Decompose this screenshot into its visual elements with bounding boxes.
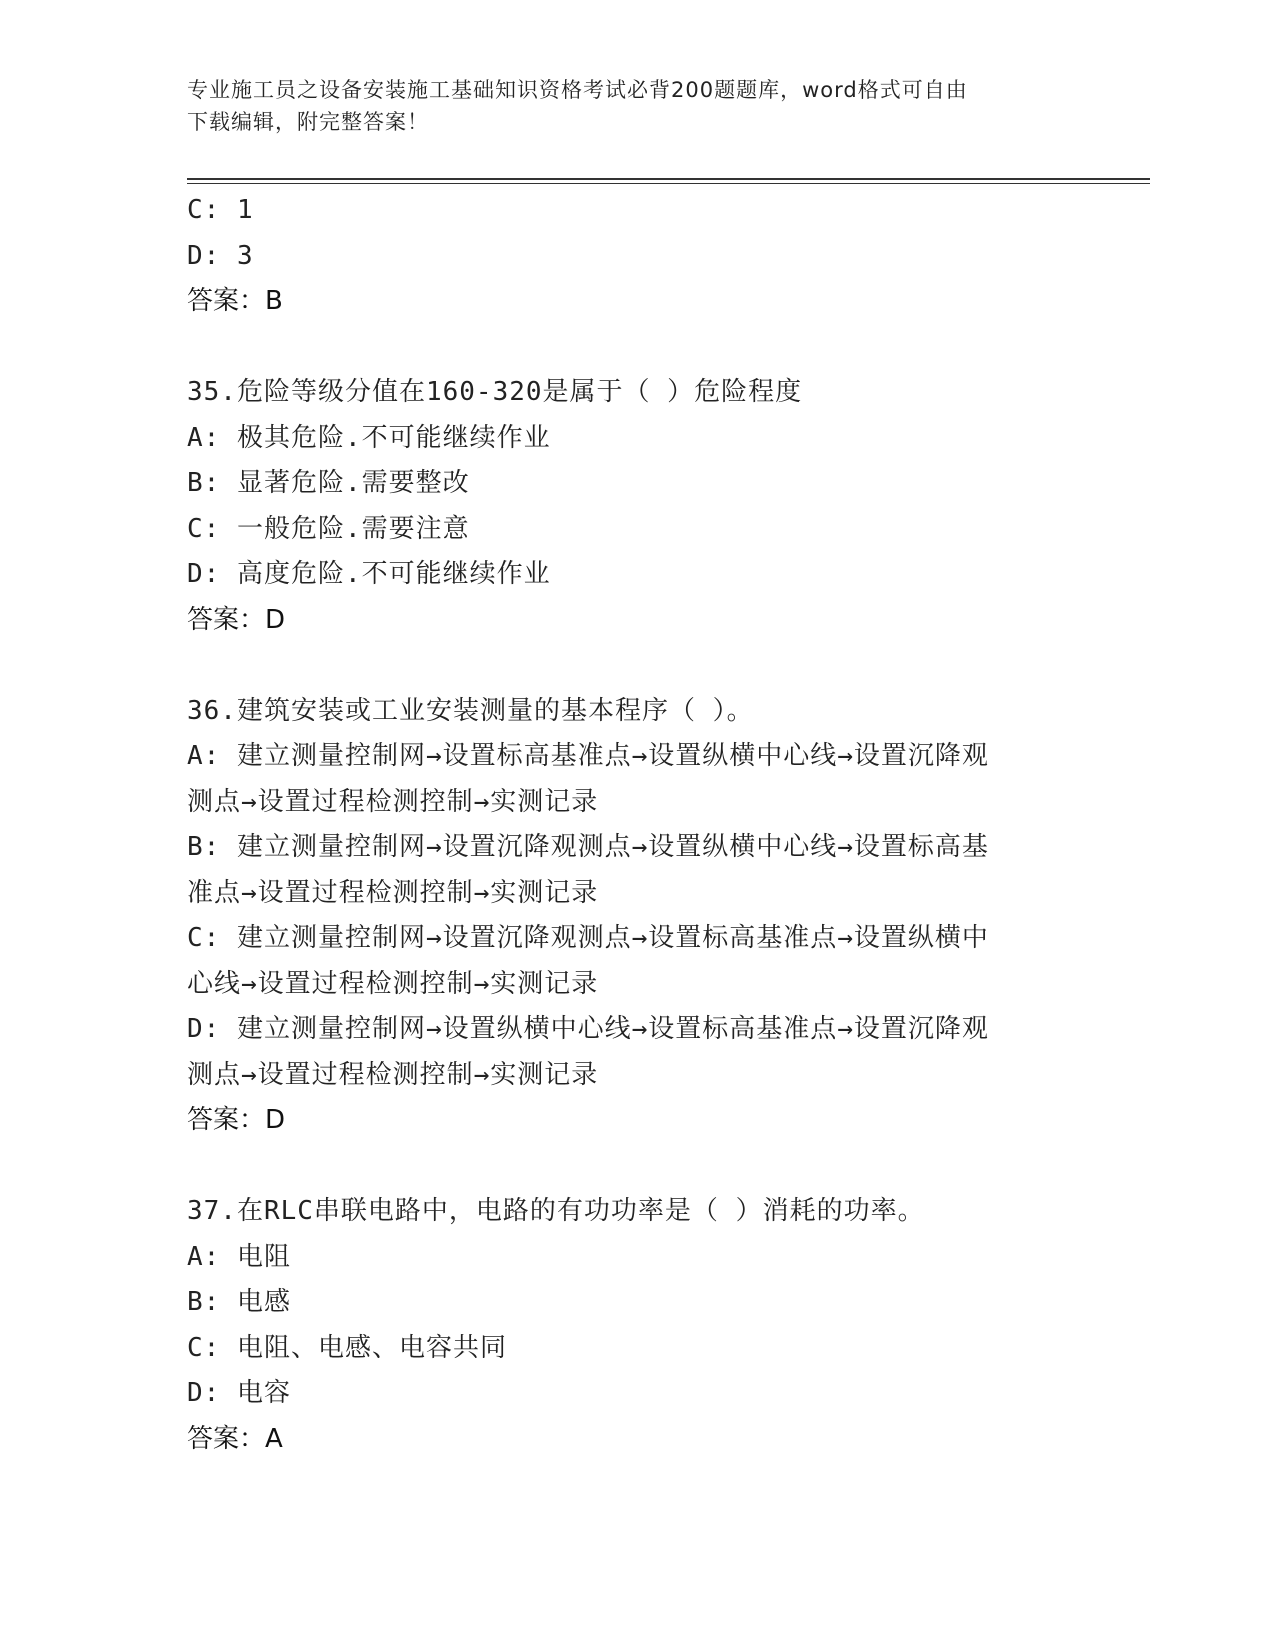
header-divider-thick xyxy=(187,178,1150,180)
answer-line: 答案：A xyxy=(187,1423,283,1454)
option-c-line-2: 心线→设置过程检测控制→实测记录 xyxy=(187,968,599,999)
question-36 xyxy=(187,689,1087,1144)
document-header xyxy=(187,74,1067,138)
option-b-line-2: 准点→设置过程检测控制→实测记录 xyxy=(187,877,599,908)
answer-line: 答案：D xyxy=(187,604,286,635)
option-c-line-1: C: 建立测量控制网→设置沉降观测点→设置标高基准点→设置纵横中 xyxy=(187,923,989,953)
header-divider-thin xyxy=(187,183,1150,184)
option-b: B: 显著危险.需要整改 xyxy=(187,468,470,498)
question-stem: 35.危险等级分值在160-320是属于（ ）危险程度 xyxy=(187,377,803,407)
header-line-1: 专业施工员之设备安装施工基础知识资格考试必背200题题库，word格式可自由 xyxy=(187,78,968,102)
option-a: A: 电阻 xyxy=(187,1241,291,1272)
option-a-line-2: 测点→设置过程检测控制→实测记录 xyxy=(187,786,599,817)
question-list xyxy=(187,188,1087,1462)
option-c: C: 1 xyxy=(187,195,254,225)
option-c: C: 电阻、电感、电容共同 xyxy=(187,1332,507,1363)
option-a: A: 极其危险.不可能继续作业 xyxy=(187,422,551,453)
option-c: C: 一般危险.需要注意 xyxy=(187,513,470,544)
option-b: B: 电感 xyxy=(187,1287,291,1317)
spacer xyxy=(187,643,1087,689)
option-b-line-1: B: 建立测量控制网→设置沉降观测点→设置纵横中心线→设置标高基 xyxy=(187,832,989,862)
option-d-line-2: 测点→设置过程检测控制→实测记录 xyxy=(187,1059,599,1090)
question-37 xyxy=(187,1189,1087,1462)
header-line-2: 下载编辑，附完整答案！ xyxy=(187,110,429,134)
answer-line: 答案：D xyxy=(187,1105,286,1135)
answer-line: 答案：B xyxy=(187,286,283,316)
question-34-tail xyxy=(187,188,1087,325)
spacer xyxy=(187,1144,1087,1190)
option-d: D: 3 xyxy=(187,240,254,271)
spacer xyxy=(187,325,1087,371)
option-d: D: 高度危险.不可能继续作业 xyxy=(187,559,551,589)
question-stem: 36.建筑安装或工业安装测量的基本程序（ ）。 xyxy=(187,695,754,726)
question-35 xyxy=(187,370,1087,643)
option-d: D: 电容 xyxy=(187,1378,291,1408)
option-a-line-1: A: 建立测量控制网→设置标高基准点→设置纵横中心线→设置沉降观 xyxy=(187,741,989,771)
question-stem: 37.在RLC串联电路中，电路的有功功率是（ ）消耗的功率。 xyxy=(187,1196,925,1226)
option-d-line-1: D: 建立测量控制网→设置纵横中心线→设置标高基准点→设置沉降观 xyxy=(187,1014,989,1044)
